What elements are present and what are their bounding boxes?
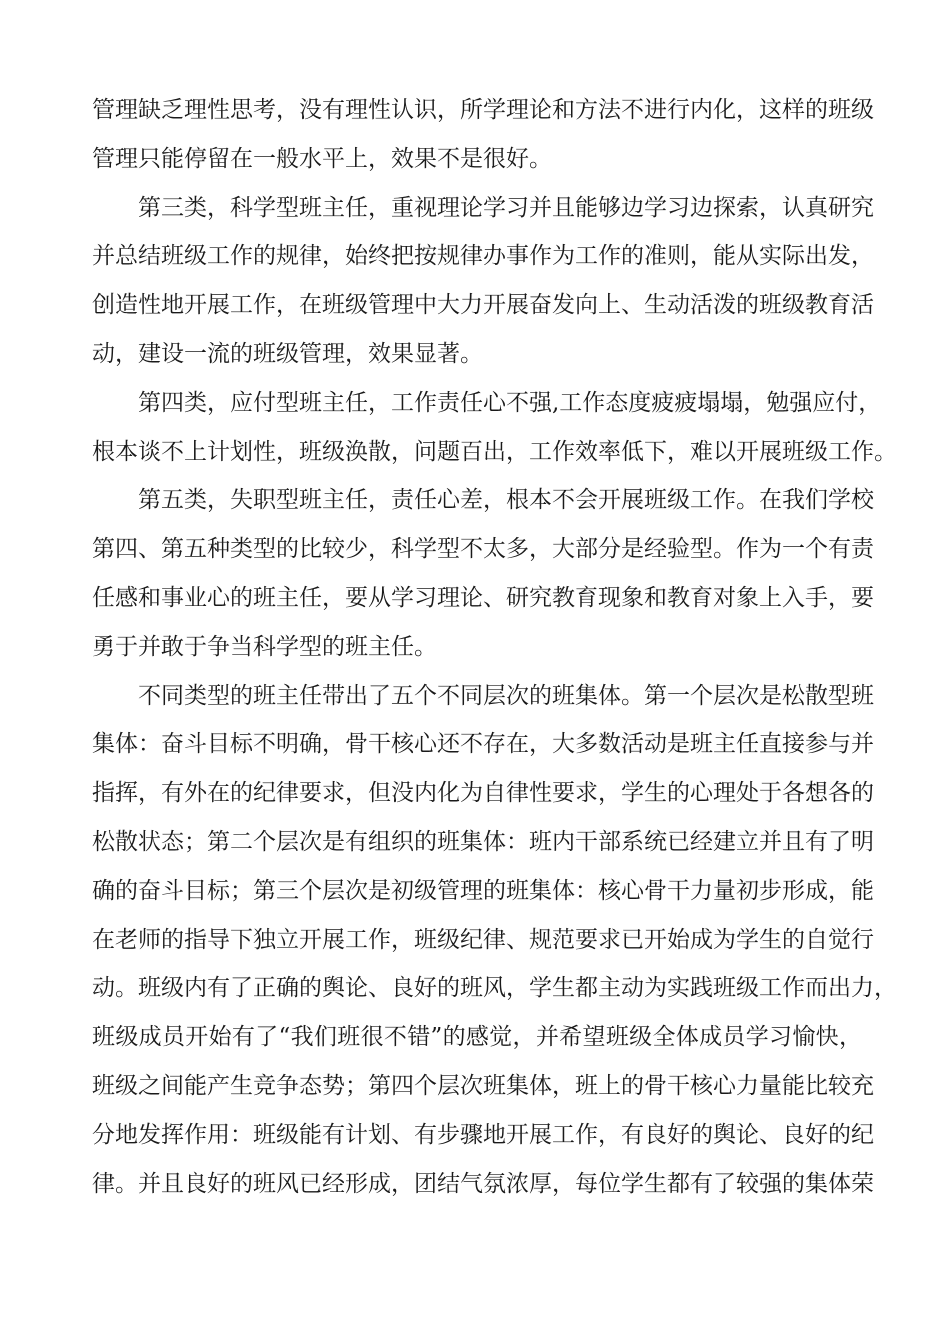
- text-line: 不同类型的班主任带出了五个不同层次的班集体。第一个层次是松散型班: [138, 682, 874, 709]
- text-line: 在老师的指导下独立开展工作，班级纪律、规范要求已开始成为学生的自觉行: [92, 926, 874, 953]
- text-line: 确的奋斗目标；第三个层次是初级管理的班集体：核心骨干力量初步形成，能: [92, 877, 874, 904]
- text-line: 动，建设一流的班级管理，效果显著。: [92, 340, 483, 367]
- text-line: 管理只能停留在一般水平上，效果不是很好。: [92, 145, 552, 172]
- text-line: 第五类，失职型班主任，责任心差，根本不会开展班级工作。在我们学校: [138, 487, 874, 514]
- text-line: 班级成员开始有了“我们班很不错”的感觉，并希望班级全体成员学习愉快，: [92, 1024, 862, 1051]
- text-line: 分地发挥作用：班级能有计划、有步骤地开展工作，有良好的舆论、良好的纪: [92, 1121, 874, 1148]
- paragraph: [92, 86, 874, 184]
- paragraph: [92, 379, 897, 477]
- text-line: 第三类，科学型班主任，重视理论学习并且能够边学习边探索，认真研究: [138, 194, 874, 221]
- paragraph: [92, 184, 874, 379]
- text-line: 第四、第五种类型的比较少，科学型不太多，大部分是经验型。作为一个有责: [92, 536, 874, 563]
- text-line: 勇于并敢于争当科学型的班主任。: [92, 633, 437, 660]
- document-body: [92, 86, 897, 1208]
- text-line: 松散状态；第二个层次是有组织的班集体：班内干部系统已经建立并且有了明: [92, 828, 874, 855]
- text-line: 管理缺乏理性思考，没有理性认识，所学理论和方法不进行内化，这样的班级: [92, 97, 874, 123]
- text-line: 并总结班级工作的规律，始终把按规律办事作为工作的准则，能从实际出发，: [92, 243, 874, 270]
- paragraph: [92, 476, 874, 671]
- paragraph: [92, 672, 897, 1209]
- text-line: 集体：奋斗目标不明确，骨干核心还不存在，大多数活动是班主任直接参与并: [92, 731, 874, 758]
- text-line: 创造性地开展工作，在班级管理中大力开展奋发向上、生动活泼的班级教育活: [92, 292, 874, 319]
- text-line: 任感和事业心的班主任，要从学习理论、研究教育现象和教育对象上入手，要: [92, 584, 874, 611]
- text-line: 根本谈不上计划性，班级涣散，问题百出，工作效率低下，难以开展班级工作。: [92, 438, 897, 465]
- text-line: 律。并且良好的班风已经形成，团结气氛浓厚，每位学生都有了较强的集体荣: [92, 1170, 874, 1197]
- text-line: 动。班级内有了正确的舆论、良好的班风，学生都主动为实践班级工作而出力，: [92, 975, 897, 1002]
- text-line: 班级之间能产生竞争态势；第四个层次班集体，班上的骨干核心力量能比较充: [92, 1072, 874, 1099]
- text-line: 第四类，应付型班主任，工作责任心不强,工作态度疲疲塌塌，勉强应付，: [138, 389, 882, 416]
- text-line: 指挥，有外在的纪律要求，但没内化为自律性要求，学生的心理处于各想各的: [92, 780, 874, 807]
